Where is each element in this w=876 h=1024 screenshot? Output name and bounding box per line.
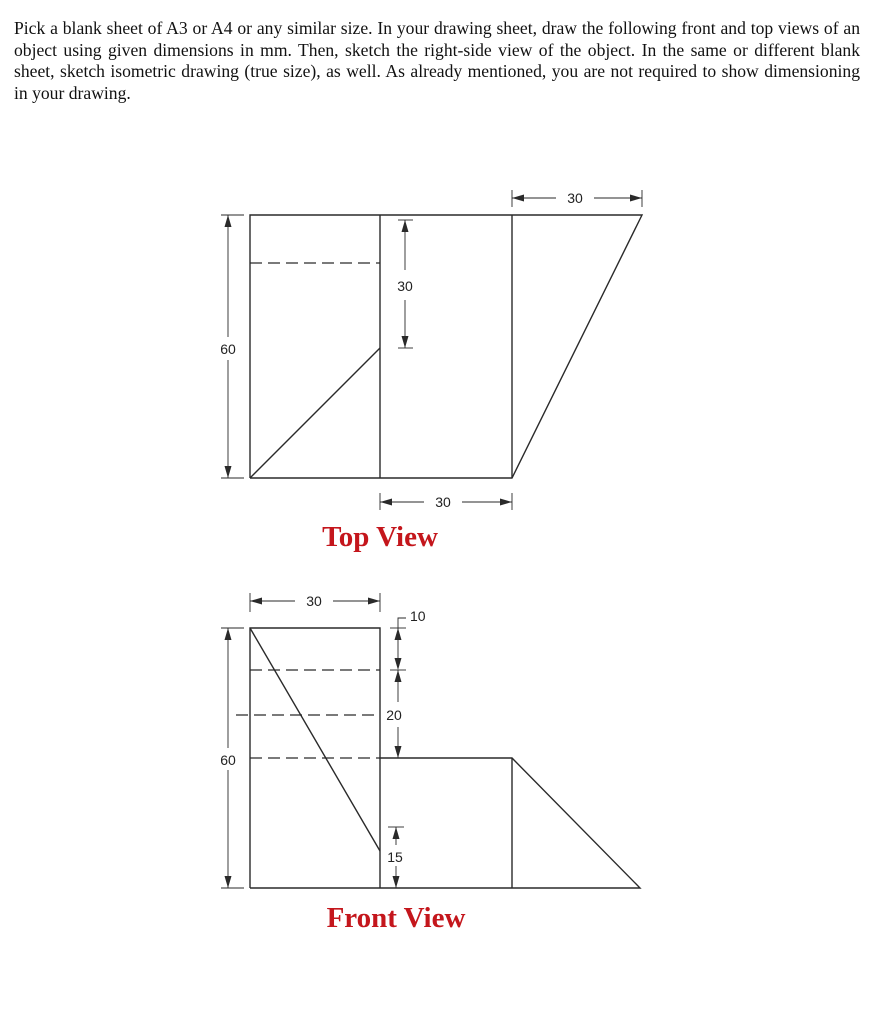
front-view-dim-bottom-height-label: 15 [387,849,403,865]
front-view [220,593,640,934]
top-view-outline [250,215,642,478]
top-view-dim-bottom-width [380,493,512,510]
front-view-outline [236,628,640,888]
top-view-dim-top-width-label: 30 [567,190,583,206]
top-view-dim-overall-height-label: 60 [220,341,236,357]
front-view-dim-mid-height [386,670,406,758]
front-view-dim-mid-height-label: 20 [386,707,402,723]
front-view-dim-top-width-label: 30 [306,593,322,609]
top-view [220,190,642,553]
top-view-title: Top View [322,521,438,553]
front-view-dim-overall-height [220,628,244,888]
front-view-title: Front View [326,902,466,934]
top-view-dim-vertical-depth-label: 30 [397,278,413,294]
top-view-dim-top-width [512,190,642,207]
front-view-dim-top-offset-label: 10 [410,608,426,624]
instructions-text: Pick a blank sheet of A3 or A4 or any similar size. In your drawing sheet, draw the following front and top views of an object using given dimensions in mm. Then, sketch the right-side view of the object. In the same or different blank sheet, sketch isometric drawing (true size), as well. As already mentioned, you are not required to show dimensioning in your drawing. [14,18,860,103]
front-view-dim-overall-height-label: 60 [220,752,236,768]
front-view-dim-bottom-height [387,827,404,888]
front-view-dim-top-width [250,593,380,612]
top-view-dim-vertical-depth [397,220,413,348]
top-view-dim-bottom-width-label: 30 [435,494,451,510]
front-view-dim-top-offset [390,608,426,670]
top-view-dim-overall-height [220,215,244,478]
